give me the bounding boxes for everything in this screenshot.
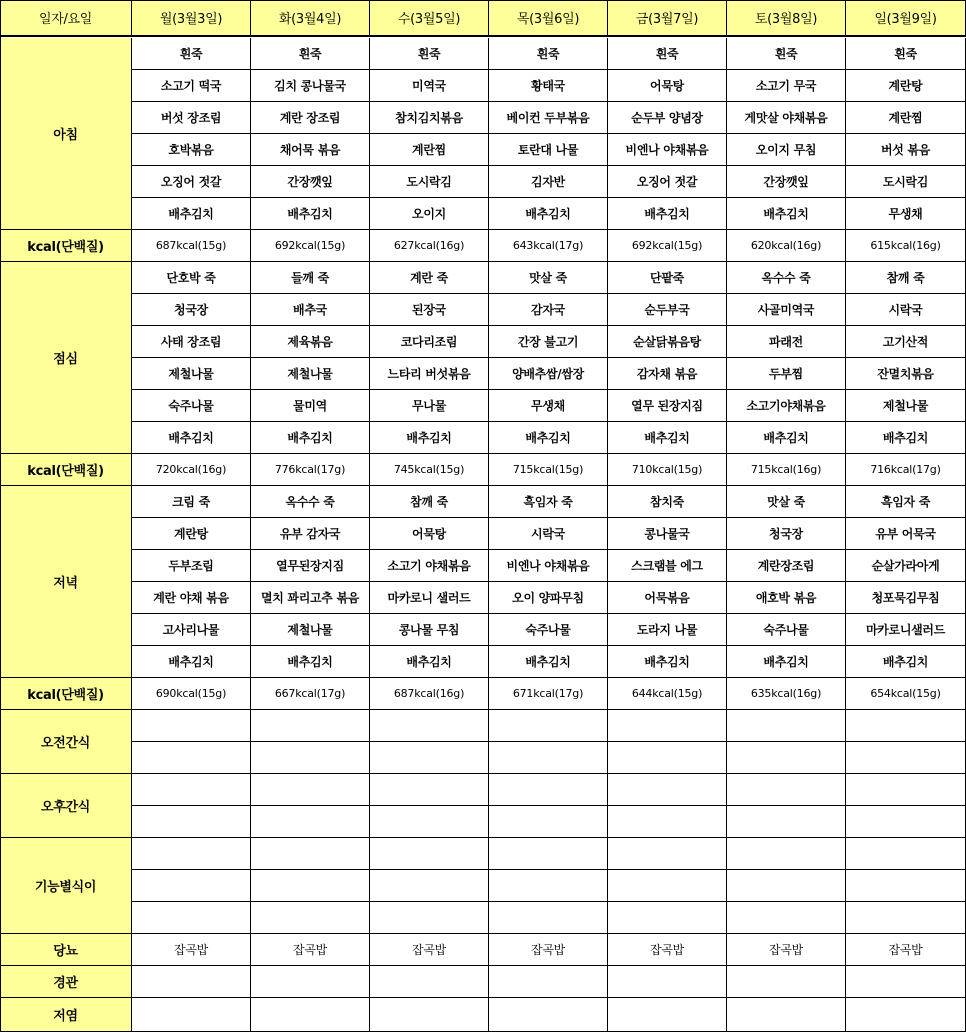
empty-cell bbox=[608, 902, 727, 934]
empty-cell bbox=[251, 902, 370, 934]
day-header: 목(3월6일) bbox=[489, 0, 608, 36]
menu-item: 제철나물 bbox=[251, 614, 370, 646]
kcal-value: 667kcal(17g) bbox=[251, 678, 370, 710]
kcal-value: 720kcal(16g) bbox=[132, 454, 251, 486]
empty-cell bbox=[132, 710, 251, 742]
menu-item: 스크램블 에그 bbox=[608, 550, 727, 582]
kcal-value: 690kcal(15g) bbox=[132, 678, 251, 710]
menu-item: 배추김치 bbox=[489, 646, 608, 678]
empty-cell bbox=[132, 838, 251, 870]
empty-cell bbox=[489, 710, 608, 742]
menu-item: 맛살 죽 bbox=[489, 262, 608, 294]
menu-item: 도시락김 bbox=[846, 166, 966, 198]
kcal-value: 643kcal(17g) bbox=[489, 230, 608, 262]
menu-item: 버섯 볶음 bbox=[846, 134, 966, 166]
menu-item: 청국장 bbox=[132, 294, 251, 326]
empty-cell bbox=[608, 870, 727, 902]
empty-cell bbox=[489, 774, 608, 806]
lunch-label: 점심 bbox=[0, 262, 132, 454]
menu-item: 게맛살 야채볶음 bbox=[727, 102, 846, 134]
kcal-value: 671kcal(17g) bbox=[489, 678, 608, 710]
menu-item: 호박볶음 bbox=[132, 134, 251, 166]
menu-item: 비엔나 야채볶음 bbox=[489, 550, 608, 582]
menu-item: 계란 죽 bbox=[370, 262, 489, 294]
menu-item: 콩나물 무침 bbox=[370, 614, 489, 646]
diabetes-item: 잡곡밥 bbox=[132, 934, 251, 966]
empty-cell bbox=[132, 774, 251, 806]
empty-cell bbox=[846, 966, 966, 998]
menu-item: 도라지 나물 bbox=[608, 614, 727, 646]
empty-cell bbox=[251, 998, 370, 1032]
menu-item: 단팥죽 bbox=[608, 262, 727, 294]
breakfast-label: 아침 bbox=[0, 38, 132, 230]
menu-item: 숙주나물 bbox=[489, 614, 608, 646]
empty-cell bbox=[489, 966, 608, 998]
empty-cell bbox=[727, 966, 846, 998]
empty-cell bbox=[846, 710, 966, 742]
menu-item: 배추김치 bbox=[132, 422, 251, 454]
kcal-value: 635kcal(16g) bbox=[727, 678, 846, 710]
empty-cell bbox=[370, 870, 489, 902]
kcal-value: 687kcal(15g) bbox=[132, 230, 251, 262]
empty-cell bbox=[132, 806, 251, 838]
menu-item: 계란찜 bbox=[846, 102, 966, 134]
empty-cell bbox=[489, 838, 608, 870]
day-header: 토(3월8일) bbox=[727, 0, 846, 36]
empty-cell bbox=[608, 806, 727, 838]
menu-item: 맛살 죽 bbox=[727, 486, 846, 518]
empty-cell bbox=[489, 742, 608, 774]
empty-cell bbox=[846, 902, 966, 934]
menu-item: 배추김치 bbox=[132, 198, 251, 230]
empty-cell bbox=[727, 710, 846, 742]
empty-cell bbox=[846, 774, 966, 806]
kcal-value: 716kcal(17g) bbox=[846, 454, 966, 486]
menu-item: 어묵탕 bbox=[608, 70, 727, 102]
day-header: 수(3월5일) bbox=[370, 0, 489, 36]
menu-item: 토란대 나물 bbox=[489, 134, 608, 166]
kcal-value: 620kcal(16g) bbox=[727, 230, 846, 262]
menu-item: 배추김치 bbox=[608, 422, 727, 454]
menu-item: 채어묵 볶음 bbox=[251, 134, 370, 166]
kcal-value: 692kcal(15g) bbox=[608, 230, 727, 262]
menu-item: 소고기야채볶음 bbox=[727, 390, 846, 422]
menu-item: 참깨 죽 bbox=[370, 486, 489, 518]
menu-item: 유부 어묵국 bbox=[846, 518, 966, 550]
menu-item: 오징어 젓갈 bbox=[608, 166, 727, 198]
menu-item: 순두부 양념장 bbox=[608, 102, 727, 134]
menu-item: 오이 양파무침 bbox=[489, 582, 608, 614]
menu-item: 배추김치 bbox=[846, 422, 966, 454]
menu-item: 마카로니 샐러드 bbox=[370, 582, 489, 614]
menu-item: 참치죽 bbox=[608, 486, 727, 518]
day-header: 금(3월7일) bbox=[608, 0, 727, 36]
empty-cell bbox=[251, 774, 370, 806]
kcal-value: 615kcal(16g) bbox=[846, 230, 966, 262]
menu-item: 멸치 꽈리고추 볶음 bbox=[251, 582, 370, 614]
menu-item: 배추김치 bbox=[251, 646, 370, 678]
empty-cell bbox=[370, 838, 489, 870]
menu-item: 파래전 bbox=[727, 326, 846, 358]
menu-item: 간장깻잎 bbox=[251, 166, 370, 198]
menu-item: 배추김치 bbox=[608, 198, 727, 230]
kcal-value: 715kcal(15g) bbox=[489, 454, 608, 486]
menu-item: 옥수수 죽 bbox=[727, 262, 846, 294]
menu-item: 계란 야채 볶음 bbox=[132, 582, 251, 614]
header-corner: 일자/요일 bbox=[0, 0, 132, 36]
menu-item: 무나물 bbox=[370, 390, 489, 422]
menu-item: 간장깻잎 bbox=[727, 166, 846, 198]
empty-cell bbox=[489, 806, 608, 838]
empty-cell bbox=[846, 742, 966, 774]
empty-cell bbox=[608, 774, 727, 806]
empty-cell bbox=[727, 902, 846, 934]
empty-cell bbox=[727, 998, 846, 1032]
menu-item: 시락국 bbox=[489, 518, 608, 550]
kcal-label: kcal(단백질) bbox=[0, 678, 132, 710]
menu-item: 오징어 젓갈 bbox=[132, 166, 251, 198]
menu-item: 제철나물 bbox=[251, 358, 370, 390]
empty-cell bbox=[727, 870, 846, 902]
menu-item: 흰죽 bbox=[251, 38, 370, 70]
menu-item: 소고기 무국 bbox=[727, 70, 846, 102]
menu-item: 숙주나물 bbox=[132, 390, 251, 422]
empty-cell bbox=[727, 774, 846, 806]
menu-item: 무생채 bbox=[846, 198, 966, 230]
menu-item: 고기산적 bbox=[846, 326, 966, 358]
empty-cell bbox=[132, 998, 251, 1032]
menu-item: 계란찜 bbox=[370, 134, 489, 166]
menu-item: 배추김치 bbox=[608, 646, 727, 678]
menu-item: 사태 장조림 bbox=[132, 326, 251, 358]
menu-item: 순살닭볶음탕 bbox=[608, 326, 727, 358]
menu-item: 감자채 볶음 bbox=[608, 358, 727, 390]
menu-item: 흰죽 bbox=[608, 38, 727, 70]
menu-item: 애호박 볶음 bbox=[727, 582, 846, 614]
menu-item: 청국장 bbox=[727, 518, 846, 550]
empty-cell bbox=[608, 966, 727, 998]
empty-cell bbox=[251, 966, 370, 998]
empty-cell bbox=[727, 742, 846, 774]
menu-item: 무생채 bbox=[489, 390, 608, 422]
menu-item: 느타리 버섯볶음 bbox=[370, 358, 489, 390]
empty-cell bbox=[132, 742, 251, 774]
kcal-value: 715kcal(16g) bbox=[727, 454, 846, 486]
menu-item: 배추김치 bbox=[132, 646, 251, 678]
menu-item: 배추김치 bbox=[251, 198, 370, 230]
diabetes-item: 잡곡밥 bbox=[846, 934, 966, 966]
empty-cell bbox=[370, 966, 489, 998]
afternoon-snack-label: 오후간식 bbox=[0, 774, 132, 838]
menu-item: 계란 장조림 bbox=[251, 102, 370, 134]
empty-cell bbox=[251, 742, 370, 774]
menu-item: 어묵탕 bbox=[370, 518, 489, 550]
functional-diet-label: 기능별식이 bbox=[0, 838, 132, 934]
diabetes-label: 당뇨 bbox=[0, 934, 132, 966]
menu-item: 흰죽 bbox=[370, 38, 489, 70]
menu-item: 흑임자 죽 bbox=[489, 486, 608, 518]
empty-cell bbox=[370, 710, 489, 742]
low-salt-label: 저염 bbox=[0, 998, 132, 1032]
kcal-value: 745kcal(15g) bbox=[370, 454, 489, 486]
menu-item: 흰죽 bbox=[846, 38, 966, 70]
empty-cell bbox=[370, 998, 489, 1032]
menu-item: 흰죽 bbox=[727, 38, 846, 70]
diabetes-item: 잡곡밥 bbox=[608, 934, 727, 966]
menu-item: 소고기 야채볶음 bbox=[370, 550, 489, 582]
menu-item: 순두부국 bbox=[608, 294, 727, 326]
menu-item: 배추김치 bbox=[251, 422, 370, 454]
menu-item: 오이지 무침 bbox=[727, 134, 846, 166]
kcal-value: 627kcal(16g) bbox=[370, 230, 489, 262]
menu-item: 참치김치볶음 bbox=[370, 102, 489, 134]
empty-cell bbox=[251, 710, 370, 742]
menu-item: 제철나물 bbox=[846, 390, 966, 422]
menu-item: 도시락김 bbox=[370, 166, 489, 198]
menu-item: 양배추쌈/쌈장 bbox=[489, 358, 608, 390]
empty-cell bbox=[727, 806, 846, 838]
diabetes-item: 잡곡밥 bbox=[727, 934, 846, 966]
menu-item: 숙주나물 bbox=[727, 614, 846, 646]
menu-item: 배추김치 bbox=[846, 646, 966, 678]
menu-item: 계란탕 bbox=[846, 70, 966, 102]
menu-item: 배추김치 bbox=[727, 422, 846, 454]
menu-item: 열무 된장지짐 bbox=[608, 390, 727, 422]
day-header: 월(3월3일) bbox=[132, 0, 251, 36]
empty-cell bbox=[489, 870, 608, 902]
menu-item: 계란탕 bbox=[132, 518, 251, 550]
empty-cell bbox=[370, 806, 489, 838]
kcal-value: 710kcal(15g) bbox=[608, 454, 727, 486]
menu-item: 두부조림 bbox=[132, 550, 251, 582]
diabetes-item: 잡곡밥 bbox=[251, 934, 370, 966]
menu-item: 참깨 죽 bbox=[846, 262, 966, 294]
diabetes-item: 잡곡밥 bbox=[370, 934, 489, 966]
empty-cell bbox=[251, 838, 370, 870]
kcal-label: kcal(단백질) bbox=[0, 454, 132, 486]
empty-cell bbox=[608, 998, 727, 1032]
empty-cell bbox=[846, 870, 966, 902]
empty-cell bbox=[489, 998, 608, 1032]
menu-item: 황태국 bbox=[489, 70, 608, 102]
menu-item: 배추국 bbox=[251, 294, 370, 326]
day-header: 일(3월9일) bbox=[846, 0, 966, 36]
diabetes-item: 잡곡밥 bbox=[489, 934, 608, 966]
menu-item: 순살가라아게 bbox=[846, 550, 966, 582]
empty-cell bbox=[608, 838, 727, 870]
menu-item: 코다리조림 bbox=[370, 326, 489, 358]
kcal-value: 654kcal(15g) bbox=[846, 678, 966, 710]
empty-cell bbox=[608, 710, 727, 742]
menu-item: 어묵볶음 bbox=[608, 582, 727, 614]
menu-item: 제철나물 bbox=[132, 358, 251, 390]
empty-cell bbox=[370, 774, 489, 806]
menu-item: 오이지 bbox=[370, 198, 489, 230]
menu-item: 시락국 bbox=[846, 294, 966, 326]
empty-cell bbox=[132, 870, 251, 902]
menu-item: 배추김치 bbox=[489, 422, 608, 454]
menu-item: 단호박 죽 bbox=[132, 262, 251, 294]
header-divider bbox=[0, 36, 966, 37]
menu-item: 마카로니샐러드 bbox=[846, 614, 966, 646]
tube-feeding-label: 경관 bbox=[0, 966, 132, 998]
menu-item: 계란장조림 bbox=[727, 550, 846, 582]
menu-item: 콩나물국 bbox=[608, 518, 727, 550]
menu-item: 미역국 bbox=[370, 70, 489, 102]
menu-item: 크림 죽 bbox=[132, 486, 251, 518]
menu-item: 배추김치 bbox=[370, 422, 489, 454]
empty-cell bbox=[846, 806, 966, 838]
menu-item: 배추김치 bbox=[489, 198, 608, 230]
empty-cell bbox=[132, 902, 251, 934]
menu-item: 배추김치 bbox=[370, 646, 489, 678]
kcal-label: kcal(단백질) bbox=[0, 230, 132, 262]
menu-item: 베이컨 두부볶음 bbox=[489, 102, 608, 134]
menu-item: 소고기 떡국 bbox=[132, 70, 251, 102]
empty-cell bbox=[251, 870, 370, 902]
menu-item: 흰죽 bbox=[489, 38, 608, 70]
menu-item: 옥수수 죽 bbox=[251, 486, 370, 518]
menu-item: 들깨 죽 bbox=[251, 262, 370, 294]
kcal-value: 644kcal(15g) bbox=[608, 678, 727, 710]
empty-cell bbox=[370, 902, 489, 934]
day-header: 화(3월4일) bbox=[251, 0, 370, 36]
menu-item: 흑임자 죽 bbox=[846, 486, 966, 518]
menu-item: 김자반 bbox=[489, 166, 608, 198]
menu-item: 흰죽 bbox=[132, 38, 251, 70]
empty-cell bbox=[132, 966, 251, 998]
menu-item: 배추김치 bbox=[727, 646, 846, 678]
menu-item: 고사리나물 bbox=[132, 614, 251, 646]
menu-item: 김치 콩나물국 bbox=[251, 70, 370, 102]
dinner-label: 저녁 bbox=[0, 486, 132, 678]
menu-item: 유부 감자국 bbox=[251, 518, 370, 550]
morning-snack-label: 오전간식 bbox=[0, 710, 132, 774]
empty-cell bbox=[251, 806, 370, 838]
empty-cell bbox=[608, 742, 727, 774]
menu-item: 된장국 bbox=[370, 294, 489, 326]
empty-cell bbox=[370, 742, 489, 774]
menu-item: 두부찜 bbox=[727, 358, 846, 390]
empty-cell bbox=[846, 998, 966, 1032]
menu-item: 간장 불고기 bbox=[489, 326, 608, 358]
menu-item: 제육볶음 bbox=[251, 326, 370, 358]
menu-item: 물미역 bbox=[251, 390, 370, 422]
empty-cell bbox=[727, 838, 846, 870]
menu-item: 감자국 bbox=[489, 294, 608, 326]
menu-item: 버섯 장조림 bbox=[132, 102, 251, 134]
empty-cell bbox=[846, 838, 966, 870]
empty-cell bbox=[489, 902, 608, 934]
menu-item: 비엔나 야채볶음 bbox=[608, 134, 727, 166]
menu-item: 배추김치 bbox=[727, 198, 846, 230]
kcal-value: 692kcal(15g) bbox=[251, 230, 370, 262]
menu-item: 청포묵김무침 bbox=[846, 582, 966, 614]
menu-item: 사골미역국 bbox=[727, 294, 846, 326]
kcal-value: 776kcal(17g) bbox=[251, 454, 370, 486]
menu-item: 잔멸치볶음 bbox=[846, 358, 966, 390]
kcal-value: 687kcal(16g) bbox=[370, 678, 489, 710]
menu-item: 열무된장지짐 bbox=[251, 550, 370, 582]
